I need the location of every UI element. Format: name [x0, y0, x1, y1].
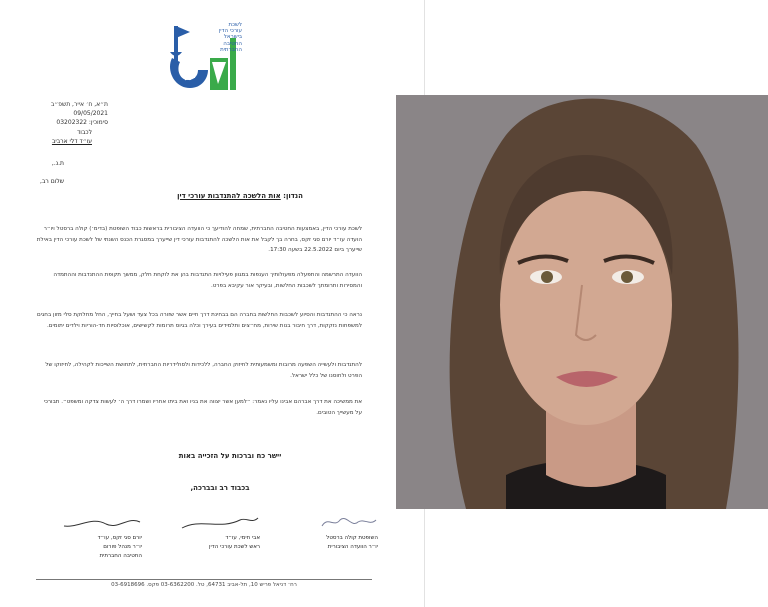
date: 09/05/2021 — [73, 110, 108, 117]
footer-divider — [36, 579, 372, 580]
footer-contact: רח׳ דניאל פריש 10, תל-אביב 64731, טל. 03-6362200 פקס. 03-6918696 — [111, 582, 297, 588]
to-line: לכבוד — [77, 129, 92, 136]
handwritten-signature — [62, 514, 142, 530]
signatory-title: יו״ר הוועדה הציבורית — [327, 544, 378, 550]
paragraph-1: לשכת עורכי הדין, באמצעות החטיבה החברתית, שמחה להודיעך כי הוועדה הציבורית בראשות כבוד השופטת (בדימ׳) קולה ברסטל ויו״ר הועדה עו״ד יורם סגי זקס, בחרה בך לקבל את אות הלשכה להתנדבות עורכי דין שייערך במסגרת הכנס השנתי של לשכת עורכי הדין באילת שייערך ביום 22.5.2022 בשעה 17:30. — [36, 226, 362, 253]
letter-meta — [8, 100, 108, 127]
greeting-short: ת.נ., — [51, 160, 64, 167]
recipient-name: עו״ד דלי ארביב — [51, 138, 92, 145]
subject-label: הנדון: — [283, 192, 303, 200]
signatory-title: ראש לשכת עורכי הדין — [209, 544, 260, 550]
signatory-title-2: החטיבה החברתית — [99, 553, 142, 559]
portrait-illustration — [396, 95, 768, 509]
paragraph-3: נראה כי ההתנדבות והסיוע לשכבות החלשות בחברה הם בבחינת דרך חיים אשר שזורה בכל צעד ושעל בחייך, החל מחלוקת סלי מזון בחגים למשפחות נזקקות, דרך חיבור בנות שירות, מח״צים ותלמידים בעירך וכלה בגיוס תרומות לקשישים, אוכלוסיות חד-הוריות וילדים יתומים. — [37, 312, 362, 329]
date-hebrew: ת״א, ח׳ אייר, תשפ״ב — [50, 101, 108, 108]
signature-block-judge — [282, 514, 378, 552]
subject-line — [140, 192, 340, 200]
logo-text: לשכת עורכי הדין בישראל החטיבה החברתית — [218, 22, 242, 53]
reference-number: סימוכין: 03202322 — [56, 119, 108, 126]
handwritten-signature — [180, 514, 260, 530]
subject-text: אות הלשכה להתנדבות עורכי דין — [177, 192, 281, 200]
recipient-block — [0, 128, 92, 146]
handwritten-signature — [318, 514, 378, 530]
paragraph-2: הוועדה התרשמה והתפעלה מפעולותיך הענפות במגוון פעילויות התנדבות בהן את לוקחת חלק, ממשך תקופת ההתנדבות וההתמדה והמסירות ותרומתך לשכבות החלשות, ובעיקר אור עקיבא בפרט. — [53, 272, 362, 289]
signatory-title: יו״ר מנהל פורום — [103, 544, 142, 550]
congratulations-line: יישר כח וברכות על הזכייה באות — [178, 452, 282, 460]
greeting: שלום רב, — [40, 178, 64, 185]
closing-line: בכבוד רב ובברכה, — [190, 484, 250, 492]
greeting-block — [4, 159, 64, 186]
signature-block-head — [164, 514, 260, 552]
paragraph-5: את ממשיכה את דרך אברהם אבינו עליו נאמר: ״למען אשר יצווה את בניו ואת ביתו אחריו ושמרו דרך ה׳ לעשות צדקה ומשפט״. תבורכי על מעשייך הטובים. — [43, 399, 362, 416]
signatory-name: אבי חימי, עו״ד — [225, 535, 260, 541]
signatory-name: יורם סגי זקס, עו״ד — [97, 535, 142, 541]
portrait-photo — [396, 95, 768, 509]
signature-block-forum — [46, 514, 142, 561]
signatory-name: השופטת קולה ברסטל — [326, 535, 378, 541]
paragraph-4: להתנדבות ולעשייה השפעה מרובות ומשמעותית לחיזוק החברה, ללכידות ולסולידריות החברתית, לתחושת השייכות לקהילה, לחיזוקו של הפרט ולחוסנו של כלל ישראל. — [45, 362, 362, 379]
